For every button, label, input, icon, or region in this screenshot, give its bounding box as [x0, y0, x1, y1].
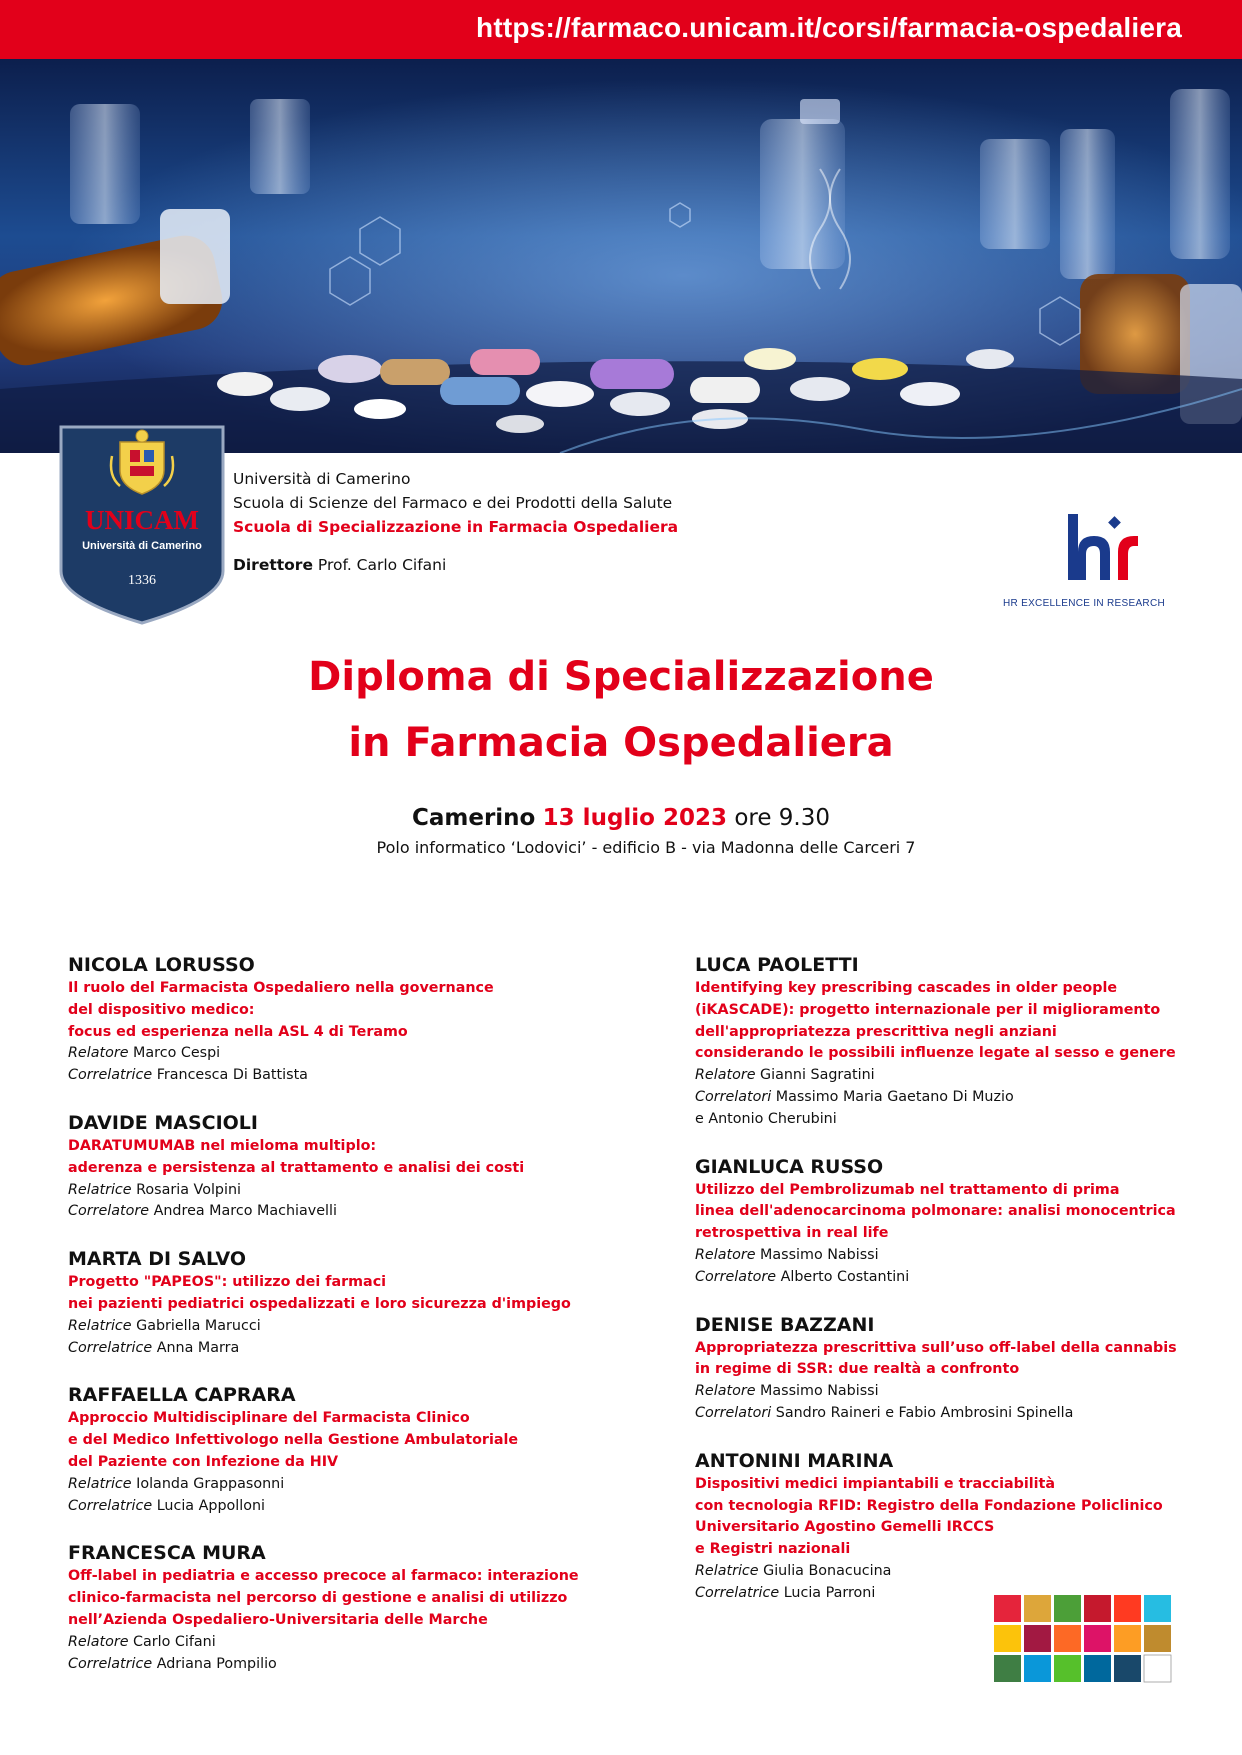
thesis-title: Dispositivi medici impiantabili e tracciabilità con tecnologia RFID: Registro della Fondazione Policlinico Universitario Agostino Gemelli IRCCS e Registri nazionali: [695, 1475, 1163, 1558]
role-label: Correlatrice: [68, 1067, 153, 1084]
event-time: ore 9.30: [734, 805, 831, 831]
role-label: Correlatori: [695, 1404, 772, 1421]
role-label: Relatore: [68, 1633, 129, 1650]
role-person: Lucia Appolloni: [156, 1497, 266, 1514]
main-title-line2: in Farmacia Ospedaliera: [348, 720, 894, 766]
sdg-tile: [1084, 1625, 1111, 1652]
cosupervisor-line: [68, 1496, 628, 1518]
left-column: [68, 952, 628, 1698]
thesis-entry: [68, 1246, 628, 1359]
candidate-name: GIANLUCA RUSSO: [695, 1155, 884, 1178]
sdg-goals-grid: [994, 1595, 1176, 1685]
cosupervisor-line: [68, 1338, 628, 1360]
thesis-title: Il ruolo del Farmacista Ospedaliero nella governance del dispositivo medico: focus ed esperienza nella ASL 4 di Teramo: [68, 980, 494, 1040]
institution-block: [233, 467, 678, 577]
director-name: Prof. Carlo Cifani: [317, 556, 447, 574]
role-person: Francesca Di Battista: [156, 1067, 308, 1084]
role-person: Anna Marra: [156, 1339, 240, 1356]
role-label: Relatrice: [695, 1562, 759, 1579]
sdg-tile: [1054, 1655, 1081, 1682]
role-label: Relatrice: [68, 1475, 132, 1492]
role-label: Relatore: [695, 1067, 756, 1084]
cosupervisor-line: [695, 1403, 1215, 1425]
right-column: [695, 952, 1215, 1628]
sdg-tile: [1024, 1655, 1051, 1682]
role-label: Correlatrice: [68, 1339, 153, 1356]
thesis-entry: [695, 952, 1215, 1131]
candidate-name: NICOLA LORUSSO: [68, 954, 255, 976]
event-date-line: [0, 805, 1242, 831]
candidate-name: DENISE BAZZANI: [695, 1313, 875, 1336]
role-label: Correlatrice: [68, 1497, 153, 1514]
cosupervisor-line: [68, 1654, 628, 1676]
role-label: Relatrice: [68, 1181, 132, 1198]
sdg-tile: [1084, 1655, 1111, 1682]
cosupervisor-line: [68, 1201, 628, 1223]
sdg-tile: [1024, 1595, 1051, 1622]
role-person: Alberto Costantini: [780, 1268, 910, 1285]
sdg-tile: [1054, 1625, 1081, 1652]
role-person: Andrea Marco Machiavelli: [153, 1203, 337, 1220]
supervisor-line: [695, 1561, 1215, 1583]
thesis-entry: [68, 1110, 628, 1223]
role-person: Massimo Nabissi: [760, 1246, 879, 1263]
candidate-name: FRANCESCA MURA: [68, 1542, 266, 1565]
sdg-tile: [1114, 1595, 1141, 1622]
role-label: Correlatore: [695, 1268, 777, 1285]
role-label: Correlatori: [695, 1088, 772, 1105]
sdg-tile: [1144, 1595, 1171, 1622]
supervisor-line: [68, 1632, 628, 1654]
thesis-entry: [695, 1154, 1215, 1289]
event-date: 13 luglio 2023: [542, 805, 727, 831]
role-person: Massimo Nabissi: [760, 1383, 879, 1400]
main-title-line1: Diploma di Specializzazione: [308, 654, 934, 700]
sdg-tile: [994, 1625, 1021, 1652]
role-person: Sandro Raineri e Fabio Ambrosini Spinella: [775, 1404, 1074, 1421]
specialization-school-name: Scuola di Specializzazione in Farmacia Ospedaliera: [233, 518, 679, 536]
event-city: Camerino: [411, 805, 536, 831]
role-person: Massimo Maria Gaetano Di Muzio: [775, 1088, 1014, 1105]
director-line: [233, 553, 678, 577]
thesis-title: Off-label in pediatria e accesso precoce al farmaco: interazione clinico-farmacista nel percorso di gestione e analisi di utilizzo nell’Azienda Ospedaliero-Universitaria delle Marche: [68, 1568, 579, 1628]
thesis-title: Utilizzo del Pembrolizumab nel trattamento di prima linea dell'adenocarcinoma polmonare: analisi monocentrica retrospettiva in real life: [695, 1181, 1176, 1242]
hr-caption: HR EXCELLENCE IN RESEARCH: [1003, 598, 1165, 609]
cosupervisor-line-cont: [695, 1109, 1215, 1131]
supervisor-line: [68, 1474, 628, 1496]
candidate-name: LUCA PAOLETTI: [695, 954, 859, 976]
thesis-entry: [68, 1540, 628, 1675]
role-person: Rosaria Volpini: [136, 1181, 241, 1198]
role-label: Relatore: [68, 1045, 129, 1062]
sdg-tile: [1084, 1595, 1111, 1622]
role-label: Relatore: [695, 1383, 756, 1400]
sdg-tile: [1054, 1595, 1081, 1622]
role-person: Gabriella Marucci: [136, 1317, 261, 1334]
candidate-name: DAVIDE MASCIOLI: [68, 1111, 258, 1134]
role-person: Carlo Cifani: [133, 1633, 216, 1650]
thesis-title: Progetto "PAPEOS": utilizzo dei farmaci nei pazienti pediatrici ospedalizzati e loro sicurezza d'impiego: [68, 1274, 571, 1312]
thesis-entry: [695, 1312, 1215, 1425]
cosupervisor-line: [68, 1065, 628, 1087]
role-person: Lucia Parroni: [783, 1584, 876, 1601]
unicam-logo: [57, 421, 227, 627]
supervisor-line: [695, 1065, 1215, 1087]
thesis-entry: [68, 1382, 628, 1517]
role-person: Adriana Pompilio: [156, 1655, 277, 1672]
role-person: Gianni Sagratini: [760, 1067, 875, 1084]
sdg-tile: [994, 1595, 1021, 1622]
role-label: Relatore: [695, 1246, 756, 1263]
director-label: Direttore: [233, 556, 313, 574]
top-banner: [0, 0, 1242, 59]
sdg-tile: [1144, 1625, 1171, 1652]
logo-subtitle: Università di Camerino: [82, 540, 202, 552]
supervisor-line: [68, 1316, 628, 1338]
sdg-tile: [1114, 1625, 1141, 1652]
role-label: Correlatore: [68, 1203, 150, 1220]
sdg-tile: [994, 1655, 1021, 1682]
role-person: e Antonio Cherubini: [695, 1110, 837, 1127]
role-label: Relatrice: [68, 1317, 132, 1334]
candidate-name: MARTA DI SALVO: [68, 1248, 247, 1271]
hr-excellence-logo: [1000, 512, 1170, 612]
candidate-name: ANTONINI MARINA: [695, 1449, 894, 1472]
logo-name: UNICAM: [85, 505, 199, 535]
course-url-link[interactable]: https://farmaco.unicam.it/corsi/farmacia-ospedaliera: [476, 12, 1182, 43]
thesis-title: Identifying key prescribing cascades in older people (iKASCADE): progetto internazionale per il miglioramento dell'appropriatezza prescrittiva negli anziani considerando le possibili influenze legate al sesso e genere: [695, 980, 1176, 1062]
sdg-tile: [1024, 1625, 1051, 1652]
cosupervisor-line: [695, 1267, 1215, 1289]
supervisor-line: [68, 1180, 628, 1202]
hero-image: [0, 59, 1242, 453]
thesis-title: DARATUMUMAB nel mieloma multiplo: aderenza e persistenza al trattamento e analisi dei costi: [68, 1137, 525, 1176]
school-name: Scuola di Scienze del Farmaco e dei Prodotti della Salute: [233, 494, 673, 512]
university-name: Università di Camerino: [233, 470, 411, 488]
thesis-entry: [695, 1448, 1215, 1605]
role-label: Correlatrice: [68, 1655, 153, 1672]
logo-year: 1336: [128, 573, 156, 588]
sdg-tile: [1114, 1655, 1141, 1682]
event-venue: Polo informatico ‘Lodovici’ - edificio B - via Madonna delle Carceri 7: [376, 838, 916, 857]
supervisor-line: [695, 1381, 1215, 1403]
supervisor-line: [68, 1043, 628, 1065]
sdg-tile: [1144, 1655, 1171, 1682]
role-label: Correlatrice: [695, 1584, 780, 1601]
role-person: Marco Cespi: [133, 1045, 221, 1062]
candidate-name: RAFFAELLA CAPRARA: [68, 1384, 296, 1407]
thesis-title: Approccio Multidisciplinare del Farmacista Clinico e del Medico Infettivologo nella Gestione Ambulatoriale del Paziente con Infezione da HIV: [68, 1410, 519, 1470]
thesis-title: Appropriatezza prescrittiva sull’uso off-label della cannabis in regime di SSR: due realtà a confronto: [695, 1339, 1177, 1378]
cosupervisor-line: [695, 1087, 1215, 1109]
supervisor-line: [695, 1245, 1215, 1267]
thesis-entry: [68, 952, 628, 1087]
role-person: Giulia Bonacucina: [763, 1562, 892, 1579]
role-person: Iolanda Grappasonni: [136, 1475, 285, 1492]
